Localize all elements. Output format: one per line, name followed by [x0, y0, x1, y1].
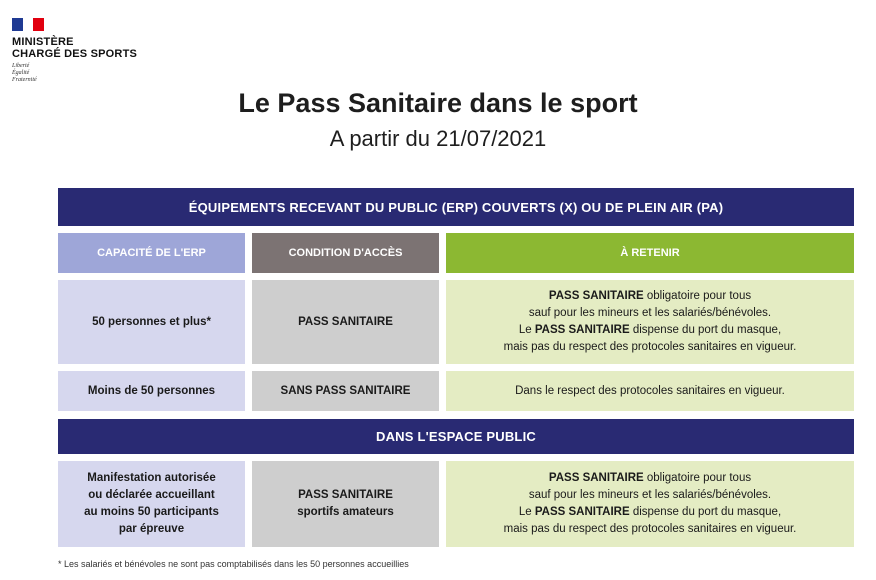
capacity-line: par épreuve — [118, 523, 185, 535]
note-bold: PASS SANITAIRE — [548, 290, 644, 302]
row2-note: Dans le respect des protocoles sanitaires en vigueur. — [446, 371, 854, 411]
note-text: sauf pour les mineurs et les salariés/bénévoles. — [528, 489, 772, 501]
note-text: sauf pour les mineurs et les salariés/bénévoles. — [528, 307, 772, 319]
french-flag-icon — [12, 18, 44, 31]
note-text: mais pas du respect des protocoles sanitaires en vigueur. — [503, 523, 797, 535]
note-bold: PASS SANITAIRE — [534, 506, 630, 518]
note-text: Le — [518, 324, 535, 336]
row1-note — [446, 280, 854, 364]
motto-egalite: Égalité — [12, 70, 30, 76]
row1-capacity: 50 personnes et plus* — [58, 280, 245, 364]
condition-line: PASS SANITAIRE — [298, 489, 393, 501]
row1-condition: PASS SANITAIRE — [252, 280, 439, 364]
note-bold: PASS SANITAIRE — [534, 324, 630, 336]
section-banner-erp: ÉQUIPEMENTS RECEVANT DU PUBLIC (ERP) COUVERTS (X) OU DE PLEIN AIR (PA) — [58, 188, 854, 226]
note-bold: PASS SANITAIRE — [548, 472, 644, 484]
page-subtitle: A partir du 21/07/2021 — [329, 126, 547, 151]
capacity-line: Manifestation autorisée — [87, 472, 216, 484]
ministry-line-2: CHARGÉ DES SPORTS — [12, 48, 138, 60]
note-text: obligatoire pour tous — [643, 290, 752, 302]
row3-note — [446, 461, 854, 547]
header-remember: À RETENIR — [446, 233, 854, 273]
row3-condition — [252, 461, 439, 547]
note-text: obligatoire pour tous — [643, 472, 752, 484]
ministry-logo — [12, 18, 137, 84]
note-text: dispense du port du masque, — [629, 506, 782, 518]
motto — [12, 63, 137, 84]
header-condition: CONDITION D'ACCÈS — [252, 233, 439, 273]
motto-liberte: Liberté — [12, 63, 30, 69]
section-banner-public-space: DANS L'ESPACE PUBLIC — [58, 419, 854, 454]
note-text: mais pas du respect des protocoles sanitaires en vigueur. — [503, 341, 797, 353]
footnote: * Les salariés et bénévoles ne sont pas comptabilisés dans les 50 personnes accueillies — [58, 559, 409, 569]
note-text: Le — [518, 506, 535, 518]
row2-capacity: Moins de 50 personnes — [58, 371, 245, 411]
motto-fraternite: Fraternité — [12, 77, 37, 83]
row2-condition: SANS PASS SANITAIRE — [252, 371, 439, 411]
capacity-line: ou déclarée accueillant — [88, 489, 215, 501]
page-title: Le Pass Sanitaire dans le sport — [238, 88, 638, 118]
ministry-name — [12, 36, 137, 60]
row3-capacity — [58, 461, 245, 547]
ministry-line-1: MINISTÈRE — [12, 36, 74, 48]
header-capacity: CAPACITÉ DE L'ERP — [58, 233, 245, 273]
capacity-line: au moins 50 participants — [84, 506, 219, 518]
condition-line: sportifs amateurs — [297, 506, 394, 518]
note-text: dispense du port du masque, — [629, 324, 782, 336]
